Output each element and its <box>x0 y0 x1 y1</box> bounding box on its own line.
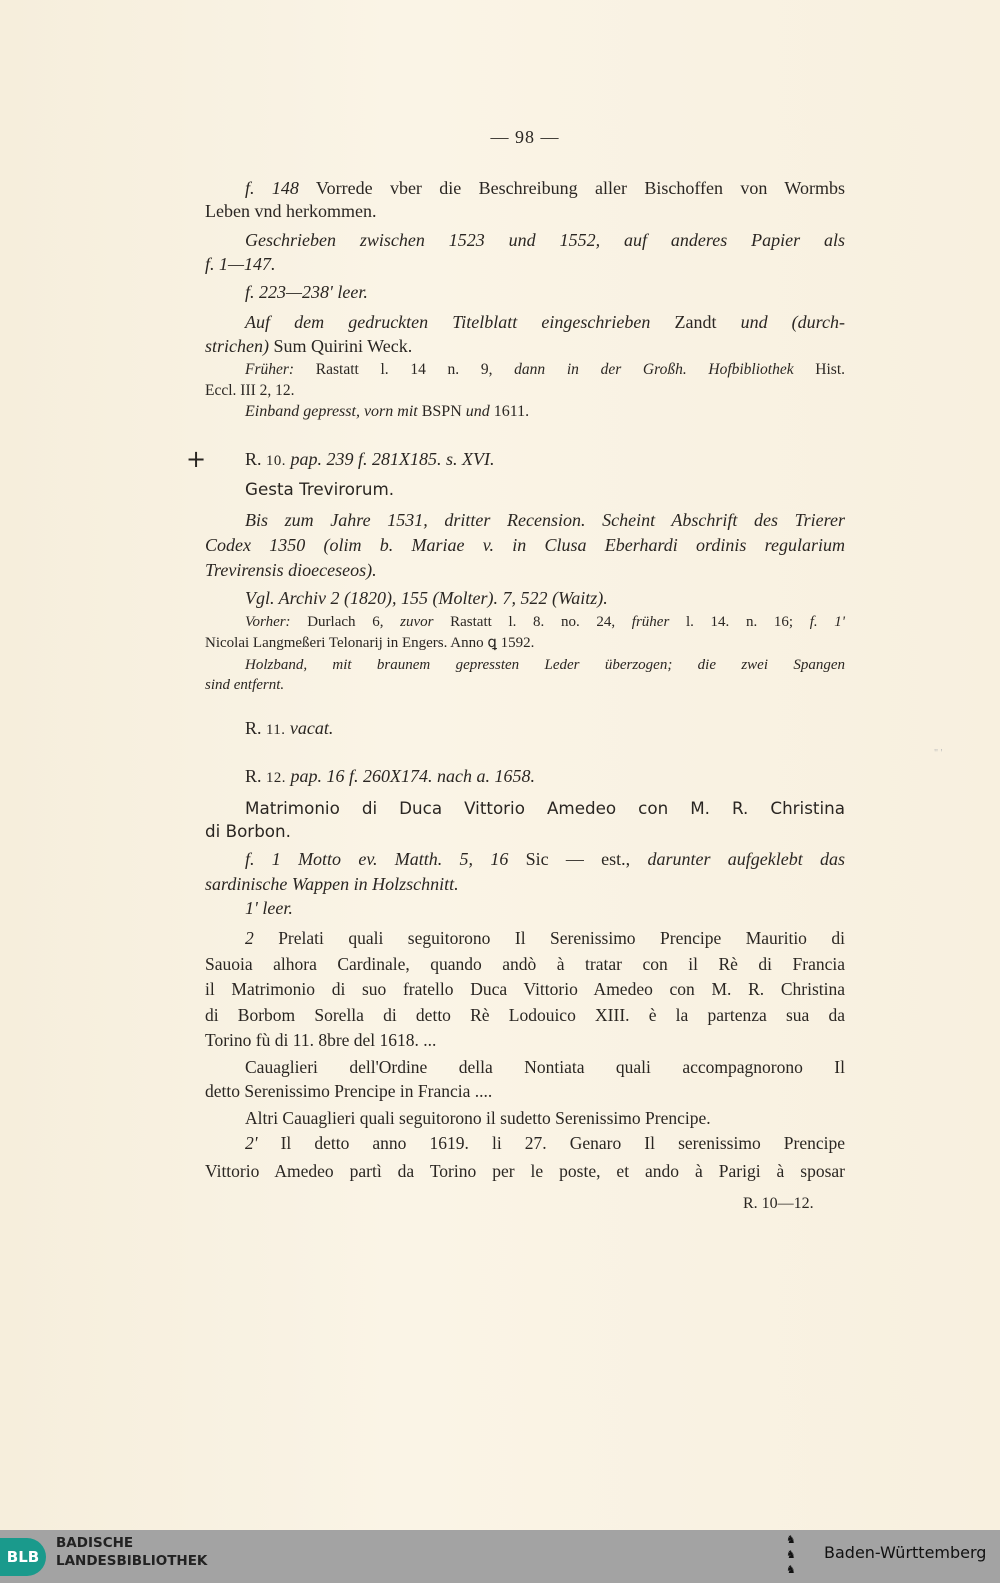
text-line <box>205 1003 845 1029</box>
text-line <box>205 820 845 843</box>
paragraph <box>205 508 845 583</box>
text-run: Vorher: <box>245 614 291 630</box>
blb-logo[interactable]: BLB <box>0 1538 46 1576</box>
text-run: Geschrieben zwischen 1523 und 1552, auf anderes Papier als <box>245 230 845 250</box>
text-line <box>205 558 845 583</box>
text-run: f. 1—147. <box>205 254 276 274</box>
text-line <box>205 310 845 334</box>
text-run: Vorrede vber die Beschreibung aller Bischoffen von Wormbs <box>298 178 845 198</box>
text-run: 12. <box>266 770 286 786</box>
paragraph <box>205 359 845 401</box>
text-run: 1611. <box>489 403 530 420</box>
text-line <box>205 1028 845 1054</box>
text-run: f. 148 <box>245 178 299 198</box>
text-line <box>205 447 845 473</box>
text-run: Sum Quirini Weck. <box>268 336 413 356</box>
text-run: Gesta Trevirorum. <box>245 479 395 499</box>
text-run: pap. 239 f. 281X185. s. XVI. <box>285 449 495 469</box>
text-line <box>205 655 845 675</box>
text-run: Prelati quali seguitorono Il Serenissimo Prencipe Mauritio di <box>253 928 845 948</box>
text-run: il Matrimonio di suo fratello Duca Vittorio Amedeo con M. R. Christina <box>205 979 845 1000</box>
text-line <box>205 533 845 558</box>
text-run: Zandt <box>650 312 741 332</box>
text-line <box>205 200 845 223</box>
text-run: 10. <box>266 453 286 469</box>
text-line <box>205 612 845 633</box>
text-run: f. 1' <box>809 614 846 630</box>
paragraph <box>205 447 845 473</box>
text-run: dann in der Großh. Hofbibliothek <box>514 361 794 378</box>
paragraph <box>205 797 845 843</box>
text-run: Hist. <box>793 361 846 378</box>
library-name-line1: BADISCHE <box>56 1535 134 1551</box>
text-line <box>205 847 845 872</box>
text-run: R. <box>245 766 267 786</box>
text-run: zuvor <box>400 614 434 630</box>
text-run: Eccl. III 2, 12. <box>205 382 295 399</box>
paragraph <box>205 177 845 223</box>
text-line <box>205 1157 845 1185</box>
text-run: f. 223—238' leer. <box>245 282 368 302</box>
text-run: R. <box>245 718 267 738</box>
text-run: Trevirensis dioeceseos). <box>205 560 377 580</box>
text-run: und <box>465 403 490 420</box>
paragraph <box>205 764 845 790</box>
lions-coat-of-arms-icon: ♞ ♞ ♞ <box>786 1534 796 1576</box>
text-run: Vittorio Amedeo partì da Torino per le poste, et ando à Parigi à sposar <box>205 1161 845 1181</box>
text-run: sardinische Wappen in Holzschnitt. <box>205 874 459 894</box>
text-run: Auf dem gedruckten Titelblatt eingeschrieben <box>245 312 651 332</box>
text-run: Il detto anno 1619. li 27. Genaro Il serenissimo Prencipe <box>257 1133 845 1153</box>
text-line <box>205 228 845 252</box>
text-run: Leben vnd herkommen. <box>205 201 377 221</box>
state-name[interactable]: Baden-Württemberg <box>824 1543 987 1562</box>
margin-plus-mark: + <box>186 445 207 473</box>
text-run: BSPN <box>417 403 466 420</box>
library-name[interactable] <box>56 1534 207 1570</box>
paragraph <box>205 280 845 304</box>
text-run: Codex 1350 (olim b. Mariae v. in Clusa Eberhardi ordinis regularium <box>205 535 845 555</box>
text-line <box>205 926 845 952</box>
text-run: pap. 16 f. 260X174. nach a. 1658. <box>285 766 535 786</box>
page-number: — 98 — <box>490 127 560 147</box>
signature-mark: R. 10—12. <box>743 1195 814 1212</box>
text-run: Sauoia alhora Cardinale, quando andò à tratar con il Rè di Francia <box>205 953 845 974</box>
text-line <box>205 401 845 423</box>
text-line <box>205 872 845 897</box>
text-run: Holzband, mit braunem gepressten Leder überzogen; die zwei Spangen <box>245 657 845 673</box>
paragraph <box>205 716 845 742</box>
library-name-line2: LANDESBIBLIOTHEK <box>56 1553 208 1569</box>
margin-speck: " ' <box>934 748 943 759</box>
paragraph <box>205 926 845 1054</box>
text-run: Altri Cauaglieri quali seguitorono il sudetto Serenissimo Prencipe. <box>245 1108 711 1128</box>
text-run: 2 <box>245 928 254 948</box>
paragraph <box>205 310 845 358</box>
text-line <box>205 508 845 533</box>
text-line <box>205 797 845 820</box>
text-line <box>205 977 845 1003</box>
text-line <box>205 716 845 742</box>
text-run: Durlach 6, <box>290 614 401 630</box>
text-run: früher <box>631 614 670 630</box>
paragraph <box>205 655 845 695</box>
paragraph <box>205 1129 845 1185</box>
text-run: Matrimonio di Duca Vittorio Amedeo con M. R. Christina <box>245 798 845 818</box>
text-run: Vgl. Archiv 2 (1820), 155 (Molter). 7, 522 (Waitz). <box>245 588 608 608</box>
paragraph <box>205 401 845 423</box>
paragraph <box>205 1106 845 1130</box>
text-run: di Borbom Sorella di detto Rè Lodouico XIII. è la partenza sua da <box>205 1004 845 1025</box>
paragraph <box>205 228 845 276</box>
text-line <box>205 952 845 978</box>
text-run: Sic — est., <box>508 849 648 869</box>
text-run: 1' leer. <box>245 898 293 918</box>
text-run: 2' <box>245 1133 258 1153</box>
text-run: Früher: <box>245 361 295 378</box>
text-run: R. <box>245 449 267 469</box>
text-line <box>205 177 845 200</box>
paragraph <box>205 1055 845 1103</box>
text-run: l. 14. n. 16; <box>669 614 810 630</box>
text-line <box>205 380 845 401</box>
text-run: Einband gepresst, vorn mit <box>245 403 418 420</box>
text-line <box>205 1129 845 1157</box>
text-run: Rastatt l. 14 n. 9, <box>294 361 515 378</box>
paragraph <box>205 847 845 897</box>
text-line <box>205 334 845 358</box>
text-line <box>205 280 845 304</box>
text-run: detto Serenissimo Prencipe in Francia .... <box>205 1081 493 1101</box>
text-run: strichen) <box>205 336 269 356</box>
text-run: vacat. <box>285 718 334 738</box>
text-line <box>205 359 845 380</box>
text-line <box>205 586 845 610</box>
text-run: f. 1 Motto ev. Matth. 5, 16 <box>245 849 509 869</box>
text-run: Cauaglieri dell'Ordine della Nontiata quali accompagnorono Il <box>245 1057 845 1077</box>
paragraph <box>205 612 845 654</box>
text-line <box>205 633 845 654</box>
text-line <box>205 896 845 920</box>
paragraph <box>205 477 845 501</box>
text-run: sind entfernt. <box>205 677 285 693</box>
text-line <box>205 1079 845 1103</box>
paragraph <box>205 896 845 920</box>
paragraph <box>205 586 845 610</box>
text-run: Nicolai Langmeßeri Telonarij in Engers. Anno ꝗ 1592. <box>205 635 535 651</box>
text-run: und (durch- <box>740 312 845 332</box>
text-run: Bis zum Jahre 1531, dritter Recension. Scheint Abschrift des Trierer <box>245 510 845 530</box>
text-run: Rastatt l. 8. no. 24, <box>433 614 632 630</box>
text-line <box>205 477 845 501</box>
text-line <box>205 1106 845 1130</box>
text-line <box>205 675 845 695</box>
text-run: Torino fù di 11. 8bre del 1618. ... <box>205 1030 437 1051</box>
text-run: di Borbon. <box>205 821 291 841</box>
text-run: 11. <box>266 722 286 738</box>
text-line <box>205 252 845 276</box>
text-run: darunter aufgeklebt das <box>647 849 845 869</box>
text-line <box>205 764 845 790</box>
text-line <box>205 1055 845 1079</box>
